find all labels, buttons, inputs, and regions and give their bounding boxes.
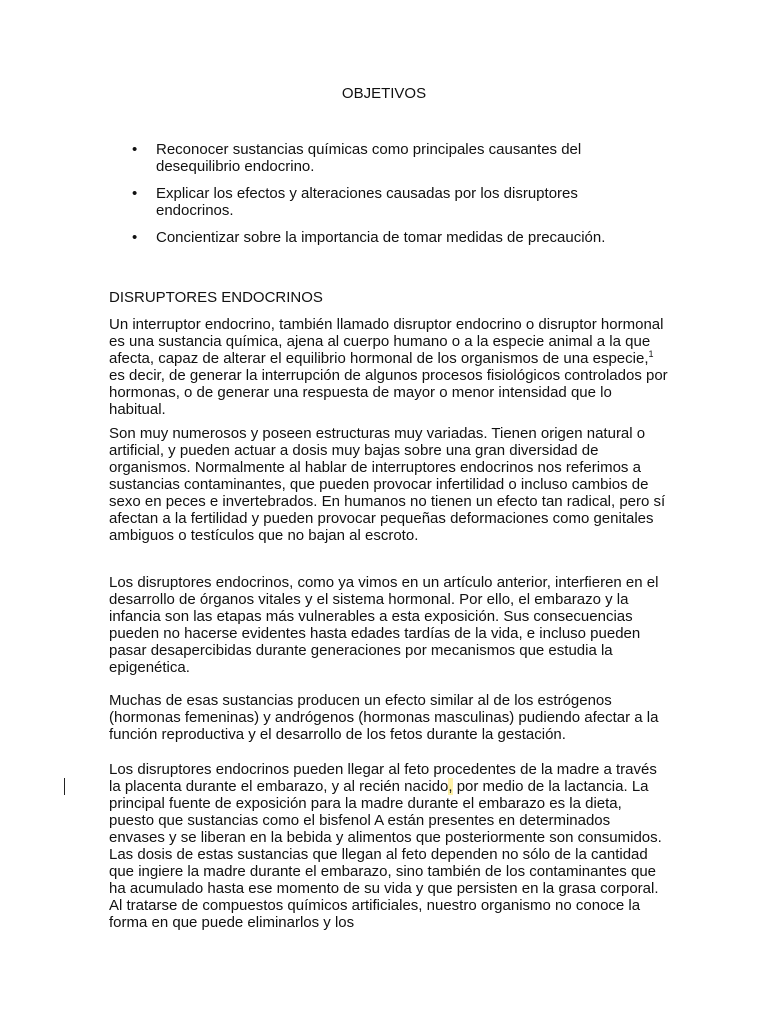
list-item: [132, 185, 632, 219]
paragraph-text: es decir, de generar la interrupción de algunos procesos fisiológicos controlados por hormonas, o de generar una respuesta de mayor o menor intensidad que lo habitual.: [109, 367, 668, 418]
spelling-mark[interactable]: ,: [448, 778, 453, 795]
paragraph-text: Muchas de esas sustancias producen un efecto similar al de los estrógenos (hormonas femeninas) y andrógenos (hormonas masculinas) pudiendo afectar a la función reproductiva y el desarrollo de los fetos durante la gestación.: [109, 692, 659, 743]
footnote-reference[interactable]: 1: [648, 349, 654, 359]
paragraph-text: Los disruptores endocrinos pueden llegar al feto procedentes de la madre a través la placenta durante el embarazo, y al recién nacido: [109, 761, 657, 795]
objectives-list: [132, 141, 632, 256]
paragraph-hormones: [109, 692, 669, 743]
objective-text: Explicar los efectos y alteraciones causadas por los disruptores endocrinos.: [156, 185, 578, 219]
section-heading: DISRUPTORES ENDOCRINOS: [109, 289, 323, 306]
paragraph-text: Un interruptor endocrino, también llamado disruptor endocrino o disruptor hormonal es una sustancia química, ajena al cuerpo humano o a la especie animal a la que afecta, capaz de alterar el equilibrio hormonal de los organismos de una especie,: [109, 316, 664, 367]
bullet-icon: •: [132, 185, 138, 202]
objective-text: Reconocer sustancias químicas como principales causantes del desequilibrio endocrino.: [156, 141, 582, 175]
paragraph-development: [109, 574, 669, 676]
paragraph-exposure: [109, 761, 669, 931]
paragraph-text: Los disruptores endocrinos, como ya vimos en un artículo anterior, interfieren en el desarrollo de órganos vitales y el sistema hormonal. Por ello, el embarazo y la infancia son las etapas más vulnerables a esta exposición. Sus consecuencias pueden no hacerse evidentes hasta edades tardías de la vida, e incluso pueden pasar desapercibidas durante generaciones por mecanismos que estudia la epigenética.: [109, 574, 659, 676]
paragraph-definition: [109, 316, 669, 418]
paragraph-text: Son muy numerosos y poseen estructuras muy variadas. Tienen origen natural o artificial, y pueden actuar a dosis muy bajas sobre una gran diversidad de organismos. Normalmente al hablar de interruptores endocrinos nos referimos a sustancias contaminantes, que pueden provocar infertilidad o incluso cambios de sexo en peces e invertebrados. En humanos no tienen un efecto tan radical, pero sí afectan a la fertilidad y pueden provocar pequeñas deformaciones como genitales ambiguos o testículos que no bajan al escroto.: [109, 425, 666, 544]
text-cursor: [64, 778, 65, 795]
bullet-icon: •: [132, 141, 138, 158]
page-title: OBJETIVOS: [341, 85, 427, 102]
bullet-icon: •: [132, 229, 138, 246]
objective-text: Concientizar sobre la importancia de tomar medidas de precaución.: [156, 229, 606, 246]
list-item: [132, 141, 632, 175]
paragraph-characteristics: [109, 425, 669, 544]
paragraph-text: por medio de la lactancia. La principal fuente de exposición para la madre durante el embarazo es la dieta, puesto que sustancias como el bisfenol A están presentes en determinados envases y se liberan en la bebida y alimentos que posteriormente son consumidos. Las dosis de estas sustancias que llegan al feto dependen no sólo de la cantidad que ingiere la madre durante el embarazo, sino también de los contaminantes que ha acumulado hasta ese momento de su vida y que persisten en la grasa corporal. Al tratarse de compuestos químicos artificiales, nuestro organismo no conoce la forma en que puede eliminarlos y los: [109, 778, 662, 931]
list-item: [132, 229, 632, 246]
